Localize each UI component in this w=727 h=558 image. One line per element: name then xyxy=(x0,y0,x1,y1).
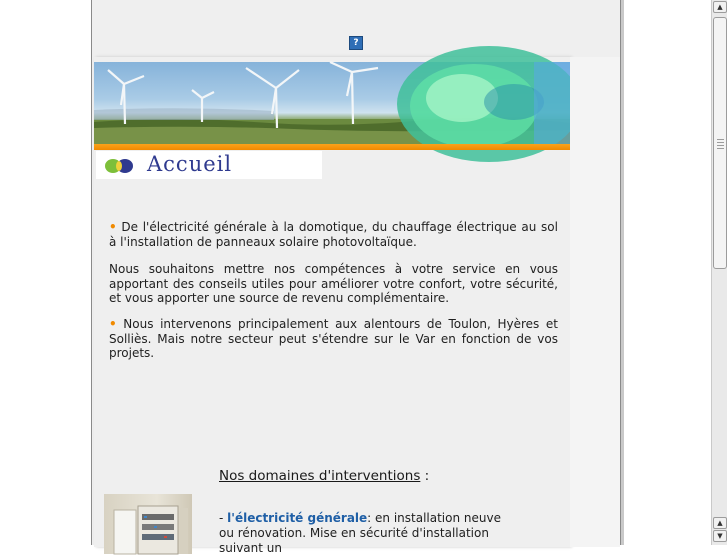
domains-heading xyxy=(219,468,429,484)
electrical-panel-image xyxy=(104,494,192,554)
wind-turbines-illustration xyxy=(94,62,570,144)
domain-item-prefix: - xyxy=(219,511,228,525)
page-header xyxy=(96,151,322,179)
thumb-grip-line xyxy=(717,145,724,146)
intro-text-3: Nous intervenons principalement aux alentours de Toulon, Hyères et Solliès. Mais notre secteur peut s'étendre sur le Var en fonction de vos projets. xyxy=(109,317,558,360)
bullet-icon: • xyxy=(109,220,117,234)
intro-paragraph-2: Nous souhaitons mettre nos compétences à votre service en vous apportant des conseils utiles pour améliorer votre confort, votre sécurité, et vous apporter une source de revenu complémentaire. xyxy=(109,262,558,305)
intro-paragraph-1 xyxy=(109,220,558,249)
thumb-grip-line xyxy=(717,148,724,149)
right-side-strip xyxy=(570,57,620,547)
domain-link-electricite-generale[interactable]: l'électricité générale xyxy=(227,511,368,525)
intro-text-1: De l'électricité générale à la domotique, du chauffage électrique au sol à l'installation de panneaux solaire photovoltaïque. xyxy=(109,220,558,249)
page-title: Accueil xyxy=(147,152,233,176)
banner-orange-stripe xyxy=(94,144,570,150)
domain-item-description: : en installation neuve ou rénovation. Mise en sécurité d'installation suivant un xyxy=(219,511,501,555)
intro-paragraph-3 xyxy=(109,317,558,361)
domains-heading-text: Nos domaines d'interventions xyxy=(219,468,421,484)
broken-image-icon: ? xyxy=(349,36,363,50)
banner-image xyxy=(94,62,570,144)
domains-heading-suffix: : xyxy=(420,468,430,484)
scroll-up-arrow-icon[interactable]: ▲ xyxy=(713,517,727,529)
thumb-grip-line xyxy=(717,139,724,140)
electrical-panel-icon xyxy=(104,494,192,554)
content-column xyxy=(94,57,570,555)
frame-edge-right xyxy=(621,0,624,545)
scroll-up-arrow-icon[interactable]: ▲ xyxy=(713,1,727,13)
top-bar xyxy=(92,0,620,57)
scroll-down-arrow-icon[interactable]: ▼ xyxy=(713,530,727,542)
page-frame xyxy=(91,0,621,555)
domain-item-electricite xyxy=(219,511,519,556)
company-logo-icon xyxy=(105,158,133,174)
left-page-margin xyxy=(0,0,91,545)
vertical-scrollbar[interactable] xyxy=(711,0,727,545)
thumb-grip-line xyxy=(717,142,724,143)
scrollbar-thumb[interactable] xyxy=(713,17,727,269)
bullet-icon: • xyxy=(109,317,117,331)
